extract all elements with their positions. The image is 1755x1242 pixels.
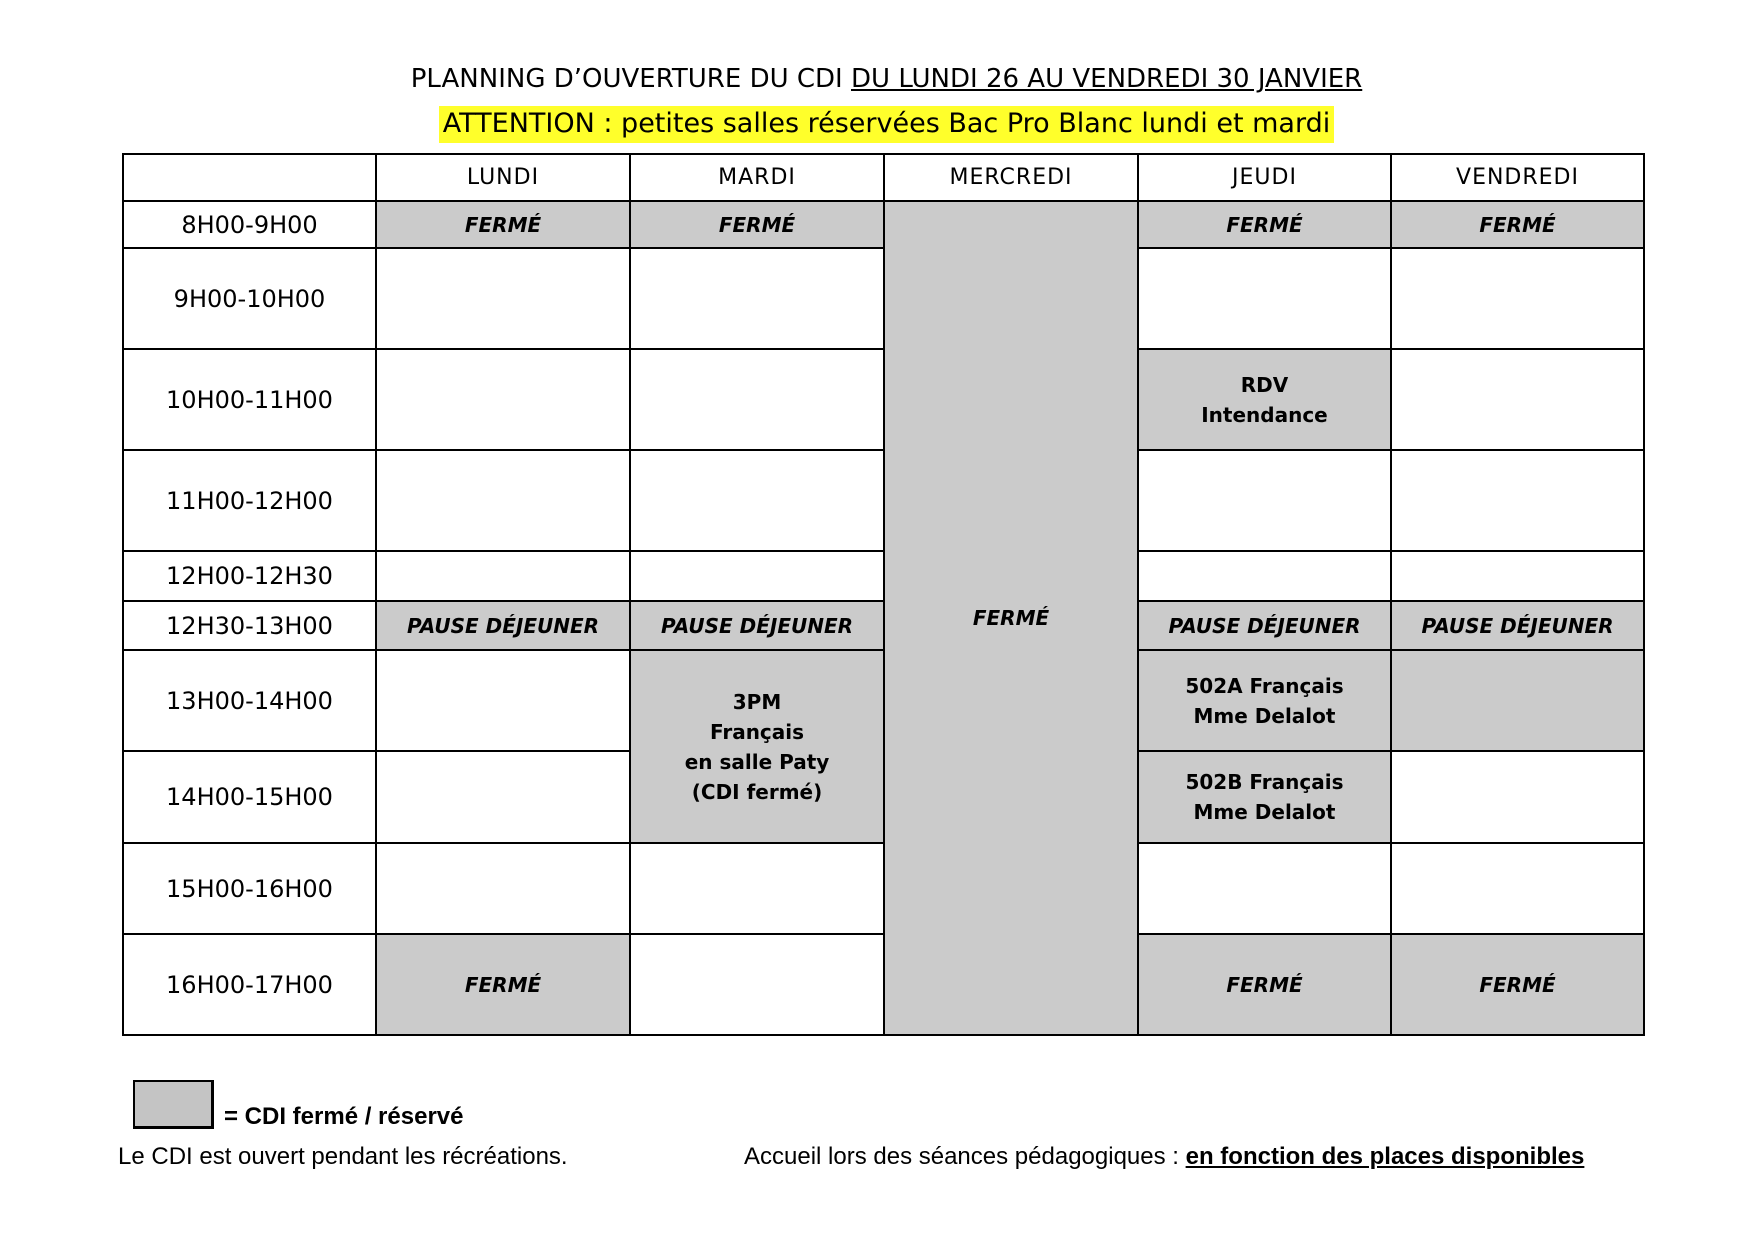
table-row [123, 201, 1644, 248]
jeudi-502a-cell [1138, 650, 1391, 751]
closed-cell [1391, 201, 1644, 248]
closed-label: FERMÉ [1479, 972, 1556, 997]
empty-cell [1138, 450, 1391, 551]
time-slot: 16H00-17H00 [123, 934, 376, 1035]
page-title [0, 64, 1755, 94]
time-slot: 11H00-12H00 [123, 450, 376, 551]
lunch-label: PAUSE DÉJEUNER [406, 613, 600, 638]
empty-cell [376, 751, 630, 843]
closed-label: FERMÉ [464, 212, 542, 237]
day-header-lundi: LUNDI [376, 154, 630, 201]
footer-note-highlight: en fonction des places disponibles [1185, 1143, 1585, 1170]
empty-cell [376, 248, 630, 349]
table-row [123, 934, 1644, 1035]
empty-cell [630, 450, 884, 551]
jeudi-502a-label: 502A Français Mme Delalot [1185, 673, 1344, 728]
table-row [123, 650, 1644, 751]
jeudi-502b-label: 502B Français Mme Delalot [1185, 770, 1344, 824]
table-row [123, 450, 1644, 551]
mercredi-closed-cell [884, 201, 1138, 1035]
day-header-vendredi: VENDREDI [1391, 154, 1644, 201]
day-header-mardi: MARDI [630, 154, 884, 201]
rdv-label: RDV Intendance [1201, 372, 1328, 427]
empty-cell [630, 934, 884, 1035]
closed-cell [376, 201, 630, 248]
time-slot: 15H00-16H00 [123, 843, 376, 934]
closed-cell [1138, 201, 1391, 248]
empty-cell [1391, 248, 1644, 349]
title-dates: DU LUNDI 26 AU VENDREDI 30 JANVIER [851, 64, 1363, 94]
day-header-jeudi: JEUDI [1138, 154, 1391, 201]
mardi-3pm-label: 3PM Français en salle Paty (CDI fermé) [684, 689, 830, 804]
closed-label: FERMÉ [1226, 972, 1303, 997]
rdv-cell [1138, 349, 1391, 450]
table-row [123, 349, 1644, 450]
footer-note-left: Le CDI est ouvert pendant les récréations. [118, 1143, 568, 1170]
table-row [123, 843, 1644, 934]
empty-cell [376, 551, 630, 601]
table-row [123, 248, 1644, 349]
lunch-label: PAUSE DÉJEUNER [1421, 613, 1614, 638]
empty-cell [1138, 248, 1391, 349]
empty-cell [1391, 843, 1644, 934]
lunch-cell [376, 601, 630, 650]
day-header-mercredi: MERCREDI [884, 154, 1138, 201]
warning-text: ATTENTION : petites salles réservées Bac Pro Blanc lundi et mardi [439, 106, 1334, 143]
closed-cell [630, 201, 884, 248]
empty-cell [376, 349, 630, 450]
corner-cell [123, 154, 376, 201]
lunch-cell [1138, 601, 1391, 650]
title-prefix: PLANNING D’OUVERTURE DU CDI [410, 64, 851, 94]
empty-cell [1138, 843, 1391, 934]
footer-note-prefix: Accueil lors des séances pédagogiques : [744, 1143, 1186, 1170]
legend-swatch [133, 1080, 214, 1129]
empty-cell [630, 551, 884, 601]
empty-cell [630, 843, 884, 934]
table-row [123, 551, 1644, 601]
warning-banner [0, 106, 1755, 143]
closed-cell [1391, 650, 1644, 751]
table-row [123, 601, 1644, 650]
time-slot: 14H00-15H00 [123, 751, 376, 843]
schedule-table [122, 153, 1645, 1036]
legend-label: = CDI fermé / réservé [224, 1103, 464, 1130]
time-slot: 12H30-13H00 [123, 601, 376, 650]
closed-label: FERMÉ [1479, 212, 1556, 237]
jeudi-502b-cell [1138, 751, 1391, 843]
closed-cell [1391, 934, 1644, 1035]
closed-label: FERMÉ [718, 212, 796, 237]
closed-label: FERMÉ [1226, 212, 1303, 237]
lunch-cell [630, 601, 884, 650]
header-row [123, 154, 1644, 201]
time-slot: 10H00-11H00 [123, 349, 376, 450]
time-slot: 12H00-12H30 [123, 551, 376, 601]
closed-cell [376, 934, 630, 1035]
time-slot: 8H00-9H00 [123, 201, 376, 248]
mardi-3pm-cell [630, 650, 884, 843]
empty-cell [1138, 551, 1391, 601]
empty-cell [1391, 349, 1644, 450]
time-slot: 9H00-10H00 [123, 248, 376, 349]
closed-cell [1138, 934, 1391, 1035]
lunch-label: PAUSE DÉJEUNER [660, 613, 854, 638]
time-slot: 13H00-14H00 [123, 650, 376, 751]
empty-cell [376, 650, 630, 751]
empty-cell [1391, 450, 1644, 551]
empty-cell [630, 349, 884, 450]
empty-cell [1391, 551, 1644, 601]
empty-cell [376, 843, 630, 934]
closed-label: FERMÉ [464, 972, 542, 997]
lunch-label: PAUSE DÉJEUNER [1168, 613, 1361, 638]
footer-note-right [744, 1143, 1584, 1171]
closed-label: FERMÉ [972, 606, 1050, 630]
empty-cell [1391, 751, 1644, 843]
empty-cell [376, 450, 630, 551]
lunch-cell [1391, 601, 1644, 650]
empty-cell [630, 248, 884, 349]
